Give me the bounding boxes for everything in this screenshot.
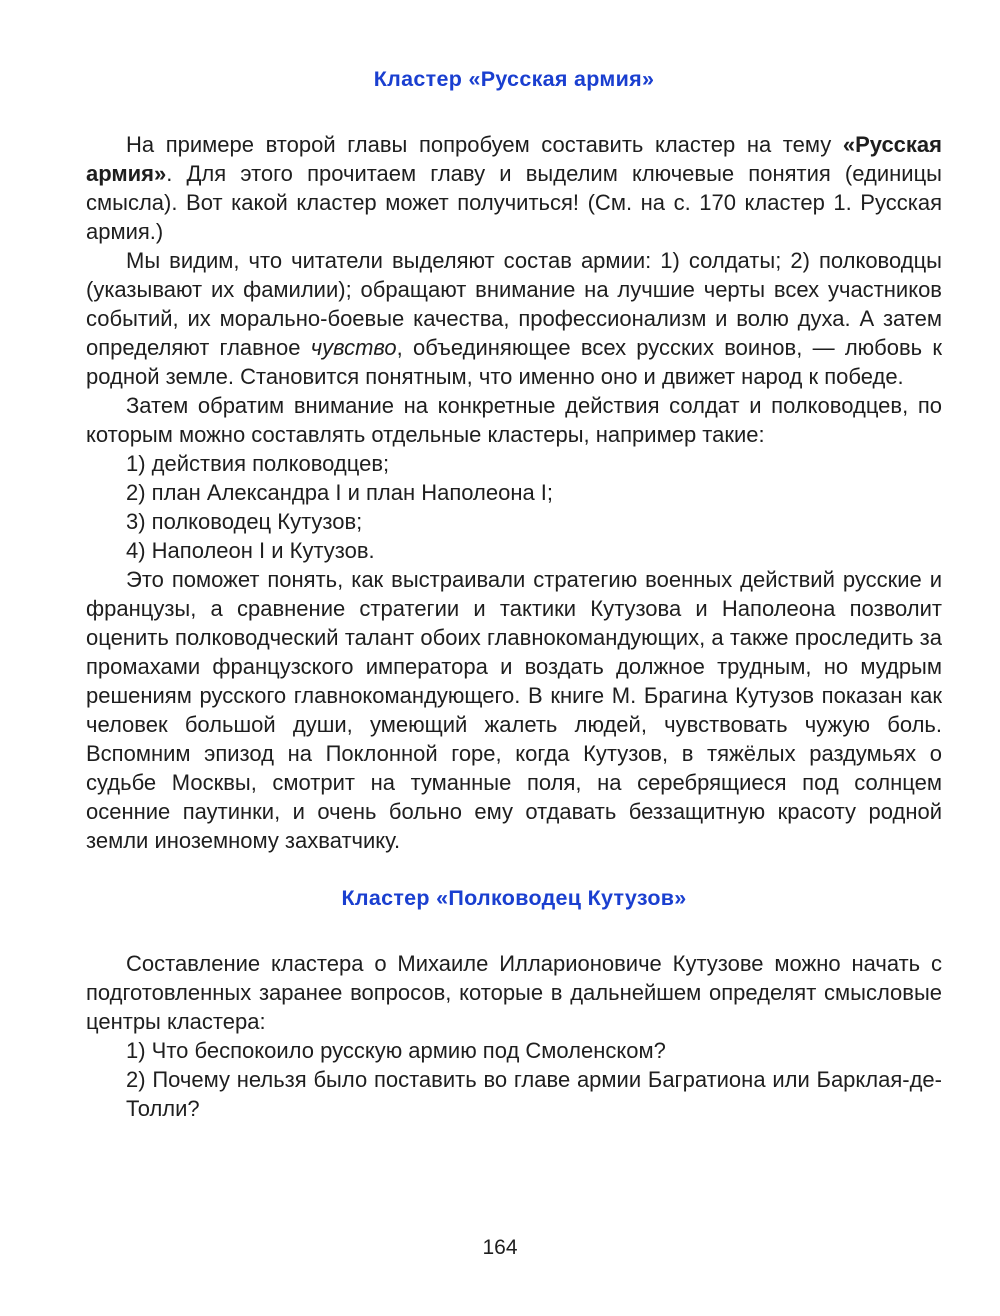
paragraph-intro bbox=[86, 130, 942, 246]
paragraph-readers-italic: чувство bbox=[310, 335, 397, 360]
section-heading-kutuzov: Кластер «Полководец Кутузов» bbox=[341, 886, 687, 910]
paragraph-readers-start: Мы видим, что читатели выделяют состав армии: 1) солдаты; 2) полководцы (указывают их фамилии); обращают внимание на лучшие черты всех участников событий, их морально-боевые качества, профессионализм и волю духа. А затем определяют главное bbox=[86, 248, 942, 360]
list-item: 1) Что беспокоило русскую армию под Смоленском? bbox=[126, 1038, 666, 1063]
list-item: 3) полководец Кутузов; bbox=[126, 509, 363, 534]
paragraph-actions: Затем обратим внимание на конкретные действия солдат и полководцев, по которым можно составлять отдельные кластеры, например такие: bbox=[86, 393, 942, 447]
page-number: 164 bbox=[482, 1236, 518, 1259]
paragraph-intro-end: . Для этого прочитаем главу и выделим ключевые понятия (единицы смысла). Вот какой кластер может получиться! (См. на с. 170 кластер 1. Русская армия.) bbox=[86, 161, 942, 244]
paragraph-readers-end: , объединяющее всех русских воинов, — любовь к родной земле. Становится понятным, что именно оно и движет народ к победе. bbox=[86, 335, 942, 389]
list-item: 2) Почему нельзя было поставить во главе армии Багратиона или Барклая-де-Толли? bbox=[126, 1067, 942, 1121]
paragraph-intro-start: На примере второй главы попробуем составить кластер на тему bbox=[126, 132, 843, 157]
paragraph-readers bbox=[86, 246, 942, 391]
page-content bbox=[86, 52, 942, 1123]
list-item: 1) действия полководцев; bbox=[126, 451, 390, 476]
paragraph-intro-bold: «Русская армия» bbox=[86, 132, 942, 186]
list-item: 2) план Александра I и план Наполеона I; bbox=[126, 480, 554, 505]
paragraph-strategy: Это поможет понять, как выстраивали стратегию военных действий русские и французы, а сравнение стратегии и тактики Кутузова и Наполеона позволит оценить полководческий талант обоих главнокомандующих, а также проследить за промахами французского императора и воздать должное трудным, но мудрым решениям русского главнокомандующего. В книге М. Брагина Кутузов показан как человек большой души, умеющий жалеть людей, чувствовать чужую боль. Вспомним эпизод на Поклонной горе, когда Кутузов, в тяжёлых раздумьях о судьбе Москвы, смотрит на туманные поля, на серебрящиеся под солнцем осенние паутинки, и очень больно ему отдавать беззащитную красоту родной земли иноземному захватчику. bbox=[86, 567, 942, 853]
section-heading-russian-army: Кластер «Русская армия» bbox=[373, 67, 655, 91]
paragraph-questions: Составление кластера о Михаиле Илларионовиче Кутузове можно начать с подготовленных заранее вопросов, которые в дальнейшем определят смысловые центры кластера: bbox=[86, 951, 942, 1034]
list-item: 4) Наполеон I и Кутузов. bbox=[126, 538, 375, 563]
